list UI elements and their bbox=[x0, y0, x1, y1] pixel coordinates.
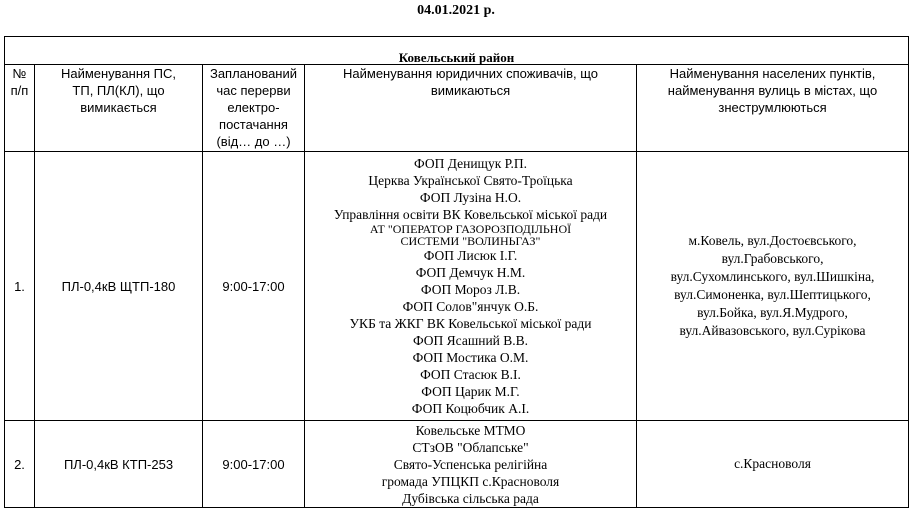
header-consumers-line: вимикаються bbox=[430, 83, 511, 98]
header-places-line: Найменування населених пунктів, bbox=[669, 66, 876, 81]
row-substation: ПЛ-0,4кВ КТП-253 bbox=[35, 421, 203, 508]
header-num-line: № bbox=[12, 66, 27, 81]
consumer-item: громада УПЦКП с.Красноволя bbox=[381, 473, 560, 489]
place-line: вул.Бойка, вул.Я.Мудрого, bbox=[697, 305, 848, 320]
header-schedule-line: (від… до …) bbox=[216, 134, 291, 149]
consumer-item: СИСТЕМИ "ВОЛИНЬГАЗ" bbox=[400, 234, 541, 248]
consumer-item: ФОП Царик М.Г. bbox=[421, 384, 520, 399]
place-line: м.Ковель, вул.Достоєвського, bbox=[688, 233, 857, 248]
consumer-item: ФОП Коцюбчик А.І. bbox=[411, 401, 530, 416]
row-consumers bbox=[305, 421, 637, 508]
consumer-item: СТзОВ "Облапське" bbox=[412, 439, 529, 455]
place-line: вул.Симоненка, вул.Шептицького, bbox=[674, 287, 871, 302]
consumer-item: Свято-Успенська релігійна bbox=[393, 456, 548, 472]
header-places-line: найменування вулиць в містах, що bbox=[667, 83, 878, 98]
row-time: 9:00-17:00 bbox=[203, 152, 305, 421]
consumer-item: ФОП Денищук Р.П. bbox=[414, 156, 527, 171]
consumer-item: Ковельське МТМО bbox=[415, 422, 526, 438]
consumer-item: ФОП Мостика О.М. bbox=[412, 350, 529, 365]
header-schedule-line: час перерви bbox=[216, 83, 291, 98]
district-row bbox=[5, 37, 909, 65]
consumer-item: ФОП Лузіна Н.О. bbox=[419, 190, 522, 205]
consumer-item: ФОП Стасюк В.І. bbox=[420, 367, 521, 382]
consumer-item: ФОП Лисюк І.Г. bbox=[423, 248, 518, 263]
header-places bbox=[637, 65, 909, 152]
header-substation bbox=[35, 65, 203, 152]
outage-schedule-table bbox=[4, 36, 909, 508]
header-schedule bbox=[203, 65, 305, 152]
header-places-line: знеструмлюються bbox=[718, 100, 827, 115]
header-schedule-line: електро- bbox=[227, 100, 280, 115]
header-schedule-line: постачання bbox=[219, 117, 288, 132]
consumer-item: ФОП Ясашний В.В. bbox=[412, 333, 529, 348]
table-row bbox=[5, 152, 909, 421]
district-title: Ковельський район bbox=[5, 37, 909, 65]
table-row bbox=[5, 421, 909, 508]
place-line: вул.Сухомлинського, вул.Шишкіна, bbox=[670, 269, 875, 284]
header-substation-line: Найменування ПС, bbox=[60, 66, 177, 81]
place-line: с.Красноволя bbox=[734, 456, 811, 471]
header-schedule-line: Запланований bbox=[209, 66, 298, 81]
header-consumers bbox=[305, 65, 637, 152]
consumer-item: ФОП Мороз Л.В. bbox=[420, 282, 521, 297]
header-substation-line: вимикається bbox=[80, 100, 157, 115]
consumer-item: Дубівська сільська рада bbox=[402, 490, 539, 506]
row-time: 9:00-17:00 bbox=[203, 421, 305, 508]
place-line: вул.Айвазовського, вул.Сурікова bbox=[679, 323, 866, 338]
consumer-item: АТ "ОПЕРАТОР ГАЗОРОЗПОДІЛЬНОЇ bbox=[369, 222, 572, 236]
row-places bbox=[637, 152, 909, 421]
consumer-item: ФОП Солов"янчук О.Б. bbox=[402, 299, 539, 314]
header-substation-line: ТП, ПЛ(КЛ), що bbox=[72, 83, 165, 98]
consumer-item: Управління освіти ВК Ковельської міської ради bbox=[333, 207, 608, 222]
header-row bbox=[5, 65, 909, 152]
consumer-item: УКБ та ЖКГ ВК Ковельської міської ради bbox=[349, 316, 592, 331]
document-date: 04.01.2021 р. bbox=[417, 3, 495, 18]
place-line: вул.Грабовського, bbox=[721, 251, 824, 266]
header-consumers-line: Найменування юридичних споживачів, що bbox=[343, 66, 598, 81]
row-number: 1. bbox=[5, 152, 35, 421]
consumer-item: ФОП Демчук Н.М. bbox=[415, 265, 526, 280]
header-num-line: п/п bbox=[10, 83, 29, 98]
consumer-item: Церква Української Свято-Троїцька bbox=[368, 173, 573, 188]
header-num bbox=[5, 65, 35, 152]
row-consumers bbox=[305, 152, 637, 421]
row-places bbox=[637, 421, 909, 508]
row-number: 2. bbox=[5, 421, 35, 508]
row-substation: ПЛ-0,4кВ ЩТП-180 bbox=[35, 152, 203, 421]
